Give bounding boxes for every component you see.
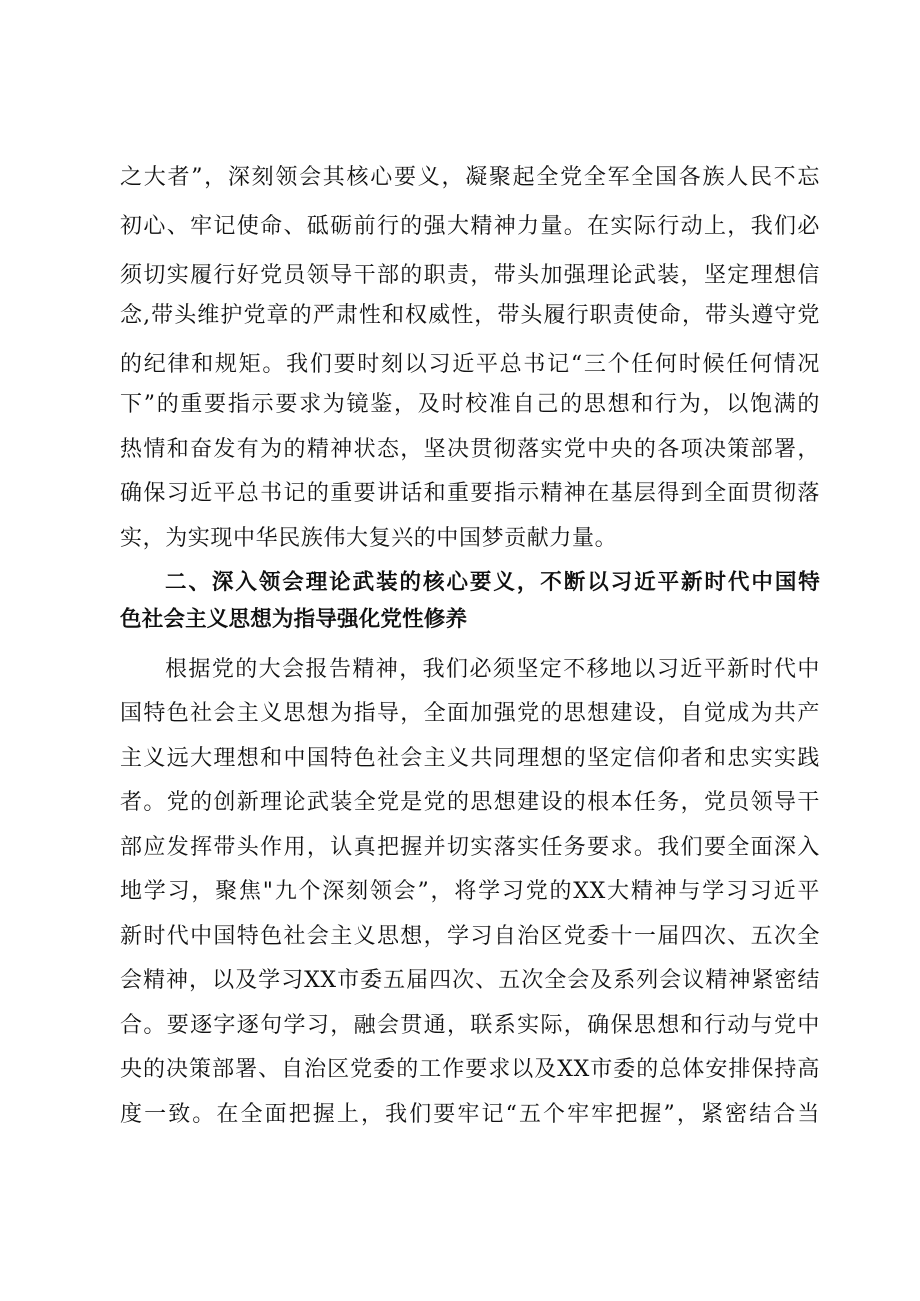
paragraph-2-line-7: 新时代中国特色社会主义思想，学习自治区党委十一届四次、五次全 (120, 924, 820, 949)
paragraph-2-line-9: 合。要逐字逐句学习，融会贯通，联系实际，确保思想和行动与党中 (120, 1013, 820, 1038)
paragraph-1-line-5: 的纪律和规矩。我们要时刻以习近平总书记“三个任何时候任何情况 (120, 352, 820, 377)
paragraph-2-line-4: 者。党的创新理论武装全党是党的思想建设的根本任务，党员领导干 (120, 790, 820, 815)
paragraph-2-line-1: 根据党的大会报告精神，我们必须坚定不移地以习近平新时代中 (165, 657, 820, 682)
paragraph-1-line-4: 念,带头维护党章的严肃性和权威性，带头履行职责使命，带头遵守党 (120, 303, 820, 328)
paragraph-2-line-3: 主义远大理想和中国特色社会主义共同理想的坚定信仰者和忠实实践 (120, 746, 820, 771)
paragraph-1-line-6: 下”的重要指示要求为镜鉴，及时校准自己的思想和行为，以饱满的 (120, 392, 820, 417)
paragraph-1-line-2: 初心、牢记使命、砥砺前行的强大精神力量。在实际行动上，我们必 (120, 214, 820, 239)
paragraph-1-line-1: 之大者”，深刻领会其核心要义，凝聚起全党全军全国各族人民不忘 (120, 165, 820, 190)
paragraph-2-line-8: 会精神，以及学习XX市委五届四次、五次全会及系列会议精神紧密结 (120, 968, 820, 993)
section-heading-line-1: 二、深入领会理论武装的核心要义，不断以习近平新时代中国特 (165, 570, 820, 595)
paragraph-1-line-9: 实，为实现中华民族伟大复兴的中国梦贡献力量。 (120, 526, 618, 551)
paragraph-2-line-6: 地学习，聚焦"九个深刻领会”，将学习党的XX大精神与学习习近平 (120, 879, 820, 904)
paragraph-2-line-2: 国特色社会主义思想为指导，全面加强党的思想建设，自觉成为共产 (120, 701, 820, 726)
paragraph-2-line-11: 度一致。在全面把握上，我们要牢记“五个牢牢把握”，紧密结合当 (120, 1102, 820, 1127)
paragraph-1-line-7: 热情和奋发有为的精神状态，坚决贯彻落实党中央的各项决策部署， (120, 437, 820, 462)
paragraph-2-line-10: 央的决策部署、自治区党委的工作要求以及XX市委的总体安排保持高 (120, 1057, 820, 1082)
paragraph-1-line-8: 确保习近平总书记的重要讲话和重要指示精神在基层得到全面贯彻落 (120, 481, 820, 506)
paragraph-1-line-3: 须切实履行好党员领导干部的职责，带头加强理论武装，坚定理想信 (120, 263, 820, 288)
paragraph-2-line-5: 部应发挥带头作用，认真把握并切实落实任务要求。我们要全面深入 (120, 835, 820, 860)
section-heading-line-2: 色社会主义思想为指导强化党性修养 (120, 607, 468, 632)
